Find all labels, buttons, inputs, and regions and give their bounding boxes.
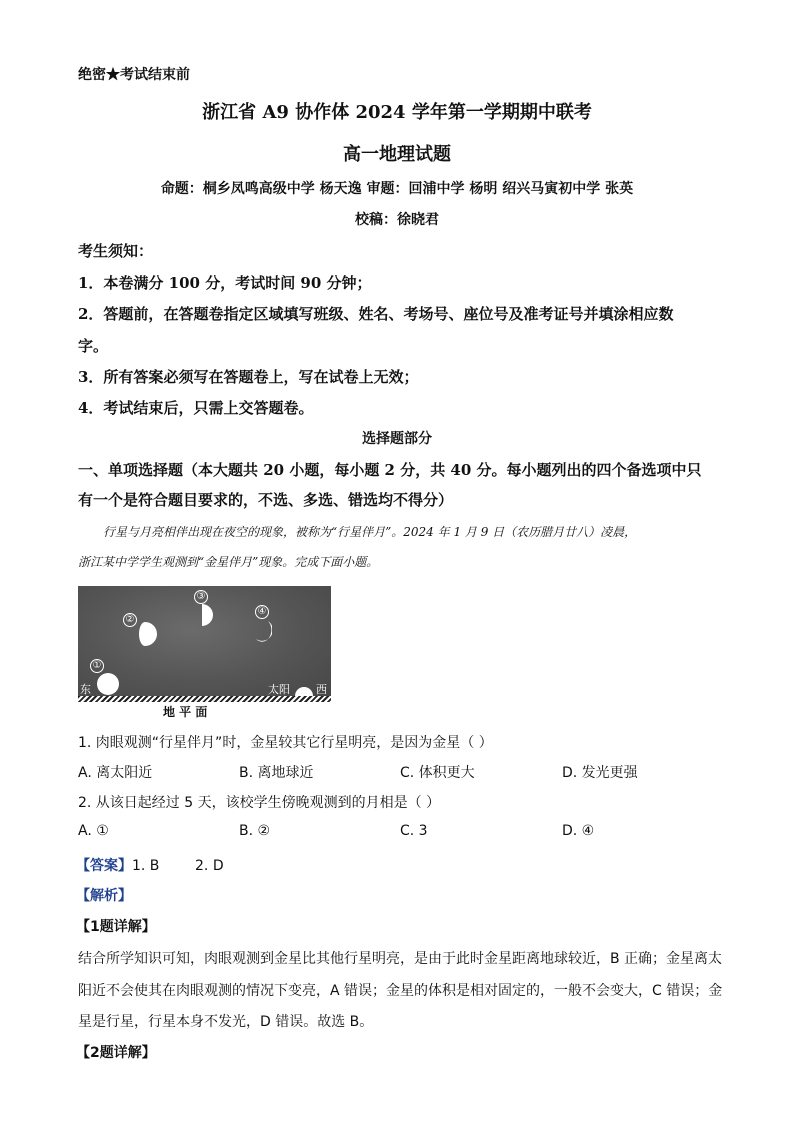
secret-label: 绝密★考试结束前 [78, 67, 190, 83]
question-2-option-a: A. ① [78, 823, 109, 839]
question-2-option-b: B. ② [239, 823, 271, 839]
horizon-line [78, 696, 331, 702]
question-1-option-b: B. 离地球近 [239, 765, 314, 781]
question-1-option-c: C. 体积更大 [400, 765, 475, 781]
question-1-option-a: A. 离太阳近 [78, 765, 153, 781]
night-sky-photo [78, 586, 331, 696]
question-1-option-d: D. 发光更强 [562, 765, 638, 781]
notice-heading: 考生须知： [78, 242, 154, 260]
east-label: 东 [80, 683, 91, 696]
passage-line-1: 行星与月亮相伴出现在夜空的现象，被称为“行星伴月”。2024 年 1 月 9 日（农历腊月廿八）凌晨， [103, 525, 637, 539]
notice-item-3: 3．所有答案必须写在答题卷上，写在试卷上无效； [78, 368, 419, 386]
moon-phase-2 [133, 621, 157, 647]
west-label: 西 [316, 683, 327, 696]
passage-line-2: 浙江某中学学生观测到“金星伴月”现象。完成下面小题。 [78, 555, 379, 569]
marker-4: ④ [255, 605, 269, 619]
exam-title: 浙江省 A9 协作体 2024 学年第一学期期中联考 [202, 102, 592, 123]
exam-proofreader: 校稿：徐晓君 [355, 212, 439, 228]
marker-3: ③ [194, 590, 208, 604]
sun-icon [294, 684, 314, 696]
notice-item-4: 4．考试结束后，只需上交答题卷。 [78, 399, 314, 417]
detail-1-label: 【1题详解】 [76, 919, 156, 935]
detail-2-label: 【2题详解】 [76, 1045, 156, 1061]
detail-1-line-1: 结合所学知识可知，肉眼观测到金星比其他行星明亮，是由于此时金星距离地球较近，B 正确；金星离太 [78, 951, 723, 967]
moon-phase-4 [250, 619, 272, 643]
notice-item-2: 2．答题前，在答题卷指定区域填写班级、姓名、考场号、座位号及准考证号并填涂相应数 [78, 305, 674, 323]
analysis-label: 【解析】 [76, 888, 132, 904]
moon-phase-3 [196, 603, 216, 627]
notice-item-2-cont: 字。 [78, 337, 109, 355]
exam-subtitle: 高一地理试题 [343, 144, 451, 165]
detail-1-line-3: 星是行星，行星本身不发光，D 错误。故选 B。 [78, 1014, 374, 1030]
marker-1: ① [90, 659, 104, 673]
section-intro-cont: 有一个是符合题目要求的，不选、多选、错选均不得分） [78, 491, 454, 509]
question-2-option-d: D. ④ [562, 823, 595, 839]
exam-authors: 命题：桐乡凤鸣高级中学 杨天逸 审题：回浦中学 杨明 绍兴马寅初中学 张英 [160, 181, 634, 197]
sun-label: 太阳 [268, 683, 290, 696]
ground-label: 地 平 面 [163, 705, 208, 719]
question-2-stem: 2. 从该日起经过 5 天，该校学生傍晚观测到的月相是（ ） [78, 795, 441, 811]
answer-label: 【答案】 [76, 858, 132, 874]
answer-line [76, 855, 224, 875]
marker-2: ② [123, 613, 137, 627]
moon-phase-1 [96, 672, 120, 696]
section-intro: 一、单项选择题（本大题共 20 小题，每小题 2 分，共 40 分。每小题列出的四个备选项中只 [78, 461, 702, 479]
detail-1-line-2: 阳近不会使其在肉眼观测的情况下变亮，A 错误；金星的体积是相对固定的，一般不会变大，C 错误；金 [78, 983, 723, 999]
answer-value: 1. B 2. D [132, 858, 224, 874]
section-title: 选择题部分 [362, 431, 432, 447]
notice-item-1: 1．本卷满分 100 分，考试时间 90 分钟； [78, 274, 372, 292]
question-2-option-c: C. 3 [400, 823, 428, 839]
question-1-stem: 1. 肉眼观测“行星伴月”时，金星较其它行星明亮，是因为金星（ ） [78, 735, 493, 751]
